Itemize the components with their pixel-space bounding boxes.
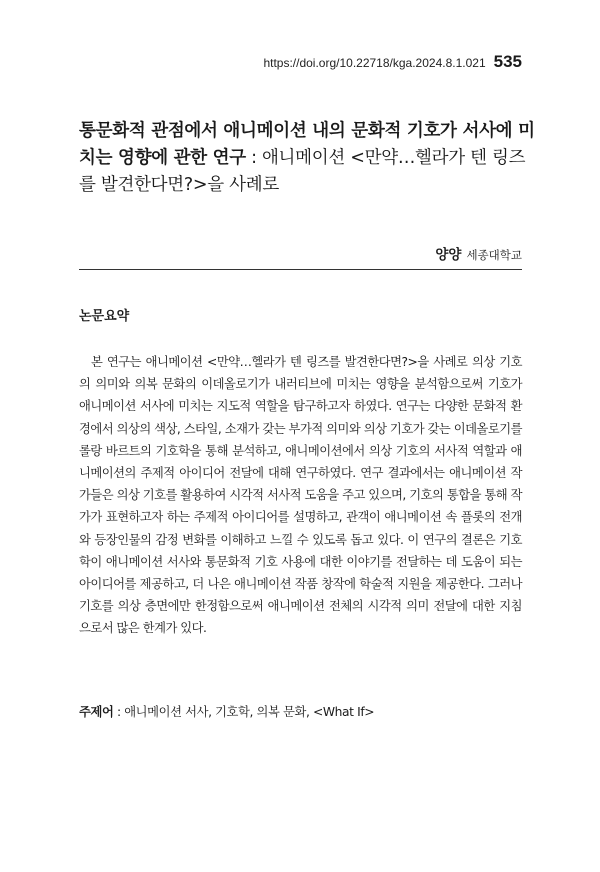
abstract-body: 본 연구는 애니메이션 <만약…헬라가 텐 링즈를 발견한다면?>을 사례로 의상 기호의 의미와 의복 문화의 이데올로기가 내러티브에 미치는 영향을 분석함으로써 기호가 애니메이션 서사에 미치는 지도적 역할을 탐구하고자 하였다. 연구는 다양한 문화적 환경에서 의상의 색상, 스타일, 소재가 갖는 부가적 의미와 의상 기호가 갖는 이데올로기를 롤랑 바르트의 기호학을 통해 분석하고, 애니메이션에서 의상 기호의 서사적 역할과 애니메이션의 주제적 아이디어 전달에 대해 연구하였다. 연구 결과에서는 애니메이션 작가들은 의상 기호를 활용하여 시각적 서사적 도움을 주고 있으며, 기호의 통합을 통해 작가가 표현하고자 하는 주제적 아이디어를 설명하고, 관객이 애니메이션 속 플롯의 전개와 등장인물의 감정 변화를 이해하고 느낄 수 있도록 돕고 있다. 이 연구의 결론은 기호학이 애니메이션 서사와 통문화적 기호 사용에 대한 이야기를 전달하는 데 도움이 되는 아이디어를 제공하고, 더 나은 애니메이션 작품 창작에 학술적 지원을 제공한다. 그러나 기호를 의상 층면에만 한정함으로써 애니메이션 전체의 시각적 의미 전달에 대한 지침으로서 많은 한계가 있다. xyxy=(79,355,522,636)
keywords-label: 주제어 xyxy=(79,705,114,719)
doi-link[interactable]: https://doi.org/10.22718/kga.2024.8.1.021 xyxy=(263,56,486,70)
page-number: 535 xyxy=(493,52,522,71)
title-subtitle: 애니메이션 <만약…헬라가 텐 링즈를 발견한다면?>을 사례로 xyxy=(79,148,526,195)
title-main: 통문화적 관점에서 애니메이션 내의 문화적 기호가 서사에 미치는 영향에 관한 연구 xyxy=(79,121,535,168)
paper-title xyxy=(79,118,539,199)
title-divider xyxy=(79,269,522,270)
keywords-line xyxy=(79,702,522,720)
author-line xyxy=(0,243,522,263)
title-separator: : xyxy=(245,148,262,168)
keywords-separator: : xyxy=(113,705,125,719)
keywords-text: 애니메이션 서사, 기호학, 의복 문화, <What If> xyxy=(124,705,375,719)
author-name: 양양 xyxy=(435,247,462,263)
author-affiliation: 세종대학교 xyxy=(466,248,522,262)
abstract-heading: 논문요약 xyxy=(79,309,130,324)
page-header xyxy=(0,52,522,72)
